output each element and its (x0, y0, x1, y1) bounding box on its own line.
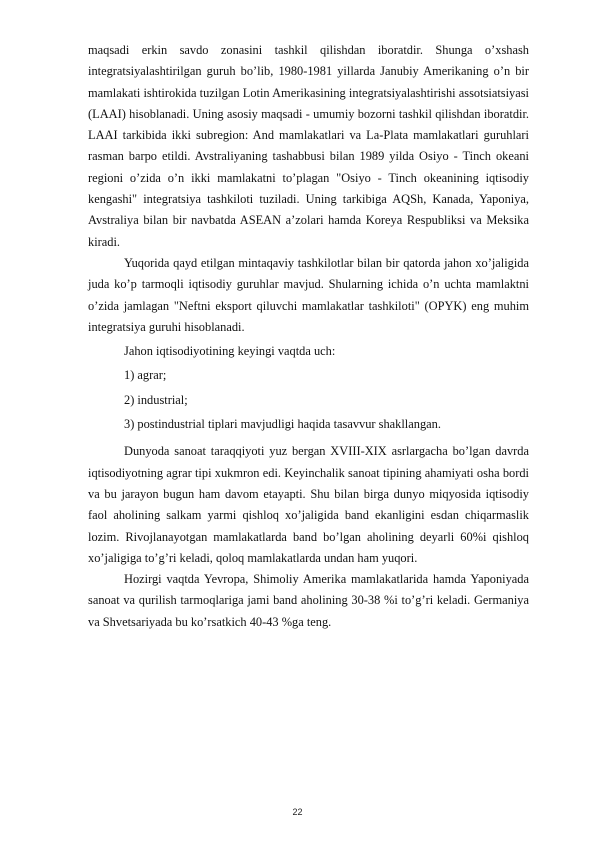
page-number: 22 (292, 807, 303, 817)
paragraph-economy-types-intro: Jahon iqtisodiyotining keyingi vaqtda uch: (124, 344, 336, 359)
list-item-postindustrial: 3) postindustrial tiplari mavjudligi haqida tasavvur shakllangan. (124, 417, 441, 432)
list-item-agrarian: 1) agrar; (124, 368, 167, 383)
paragraph-sectoral-groups: Yuqorida qayd etilgan mintaqaviy tashkilotlar bilan bir qatorda jahon xo’jaligida juda ko’p tarmoqli iqtisodiy guruhlar mavjud. Shularning ichida o’n uchta mamlaktni o’zida jamlagan "Neftni eksport qiluvchi mamlakatlar tashkiloti" (OPYK) eng muhim integratsiya guruhi hisoblanadi. (88, 255, 529, 334)
list-item-industrial: 2) industrial; (124, 392, 188, 407)
paragraph-industrial-development: Dunyoda sanoat taraqqiyoti yuz bergan XVIII-XIX asrlargacha bo’lgan davrda iqtisodiyotning agrar tipi xukmron edi. Keyinchalik sanoat tipining ahamiyati osha bordi va bu jarayon bugun ham davom etayapti. Shu bilan birga dunyo miqyosida iqtisodiy faol aholining salkam yarmi qishloq xo’jaligida band ekanligini esdan chiqarmaslik lozim. Rivojlanayotgan mamlakatlarda band bo’lgan aholining deyarli 60%i qishloq xo’jaligiga to’g’ri keladi, qoloq mamlakatlarda undan ham yuqori. (88, 444, 529, 565)
document-page (88, 40, 529, 633)
paragraph-current-employment: Hozirgi vaqtda Yevropa, Shimoliy Amerika mamlakatlarida hamda Yaponiyada sanoat va qurilish tarmoqlariga jami band aholining 30-38 %i to’g’ri keladi. Germaniya va Shvetsariyada bu ko’rsatkich 40-43 %ga teng. (88, 572, 529, 629)
paragraph-integration-groups: maqsadi erkin savdo zonasini tashkil qilishdan iboratdir. Shunga o’xshash integratsiyalashtirilgan guruh bo’lib, 1980-1981 yillarda Janubiy Amerikaning o’n bir mamlakati ishtirokida tuzilgan Lotin Amerikasining integratsiyalashtirishi assotsiatsiyasi (LAAI) hisoblanadi. Uning asosiy maqsadi - umumiy bozorni tashkil qilishdan iboratdir. LAAI tarkibida ikki subregion: And mamlakatlari va La-Plata mamlakatlari guruhlari rasman barpo etildi. Avstraliyaning tashabbusi bilan 1989 yilda Osiyo - Tinch okeani regioni o’zida o’n ikki mamlakatni to’plagan "Osiyo - Tinch okeanining iqtisodiy kengashi" integratsiya tashkiloti tuziladi. Uning tarkibiga AQSh, Kanada, Yaponiya, Avstraliya bilan bir navbatda ASEAN a’zolari hamda Koreya Respubliksi va Meksika kiradi. (88, 43, 529, 249)
